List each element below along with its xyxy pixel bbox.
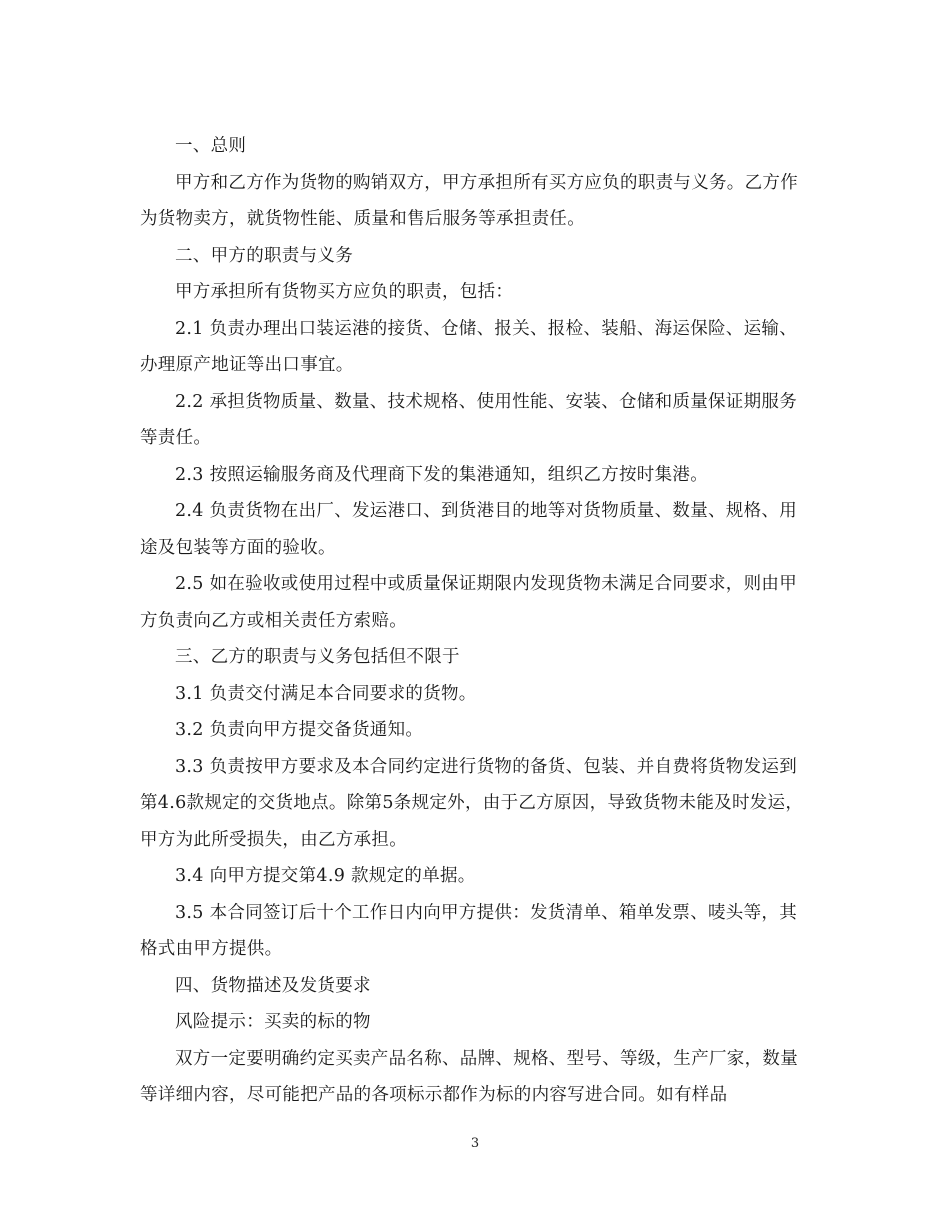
clause-3-5: 3.5 本合同签订后十个工作日内向甲方提供：发货清单、箱单发票、唛头等，其格式由甲方提供。 — [140, 902, 797, 959]
risk-notice: 风险提示：买卖的标的物 — [175, 1012, 371, 1032]
page-number: 3 — [470, 1136, 480, 1151]
section-heading-party-a: 二、甲方的职责与义务 — [175, 245, 353, 266]
paragraph-party-a-intro: 甲方承担所有货物买方应负的职责，包括： — [175, 282, 514, 302]
clause-3-1: 3.1 负责交付满足本合同要求的货物。 — [175, 683, 477, 704]
section-heading-goods: 四、货物描述及发货要求 — [175, 975, 371, 996]
clause-3-4: 3.4 向甲方提交第4.9 款规定的单据。 — [175, 866, 476, 886]
paragraph-goods-details: 双方一定要明确约定买卖产品名称、品牌、规格、型号、等级，生产厂家，数量等详细内容，尽可能把产品的各项标示都作为标的内容写进合同。如有样品 — [140, 1048, 798, 1105]
clause-2-4: 2.4 负责货物在出厂、发运港口、到货港目的地等对货物质量、数量、规格、用途及包装等方面的验收。 — [140, 501, 797, 558]
clause-2-1: 2.1 负责办理出口装运港的接货、仓储、报关、报检、装船、海运保险、运输、办理原产地证等出口事宜。 — [140, 318, 797, 375]
clause-2-3: 2.3 按照运输服务商及代理商下发的集港通知，组织乙方按时集港。 — [175, 464, 708, 485]
clause-3-2: 3.2 负责向甲方提交备货通知。 — [175, 720, 424, 740]
document-body — [140, 128, 810, 1114]
section-heading-general: 一、总则 — [175, 136, 247, 156]
clause-2-2: 2.2 承担货物质量、数量、技术规格、使用性能、安装、仓储和质量保证期服务等责任。 — [140, 391, 797, 448]
paragraph-parties: 甲方和乙方作为货物的购销双方，甲方承担所有买方应负的职责与义务。乙方作为货物卖方，就货物性能、质量和售后服务等承担责任。 — [140, 172, 798, 229]
clause-2-5: 2.5 如在验收或使用过程中或质量保证期限内发现货物未满足合同要求，则由甲方负责向乙方或相关责任方索赔。 — [140, 574, 797, 631]
clause-3-3: 3.3 负责按甲方要求及本合同约定进行货物的备货、包装、并自费将货物发运到第4.6款规定的交货地点。除第5条规定外，由于乙方原因，导致货物未能及时发运，甲方为此所受损失，由乙方承担。 — [140, 756, 804, 850]
section-heading-party-b: 三、乙方的职责与义务包括但不限于 — [175, 647, 460, 667]
